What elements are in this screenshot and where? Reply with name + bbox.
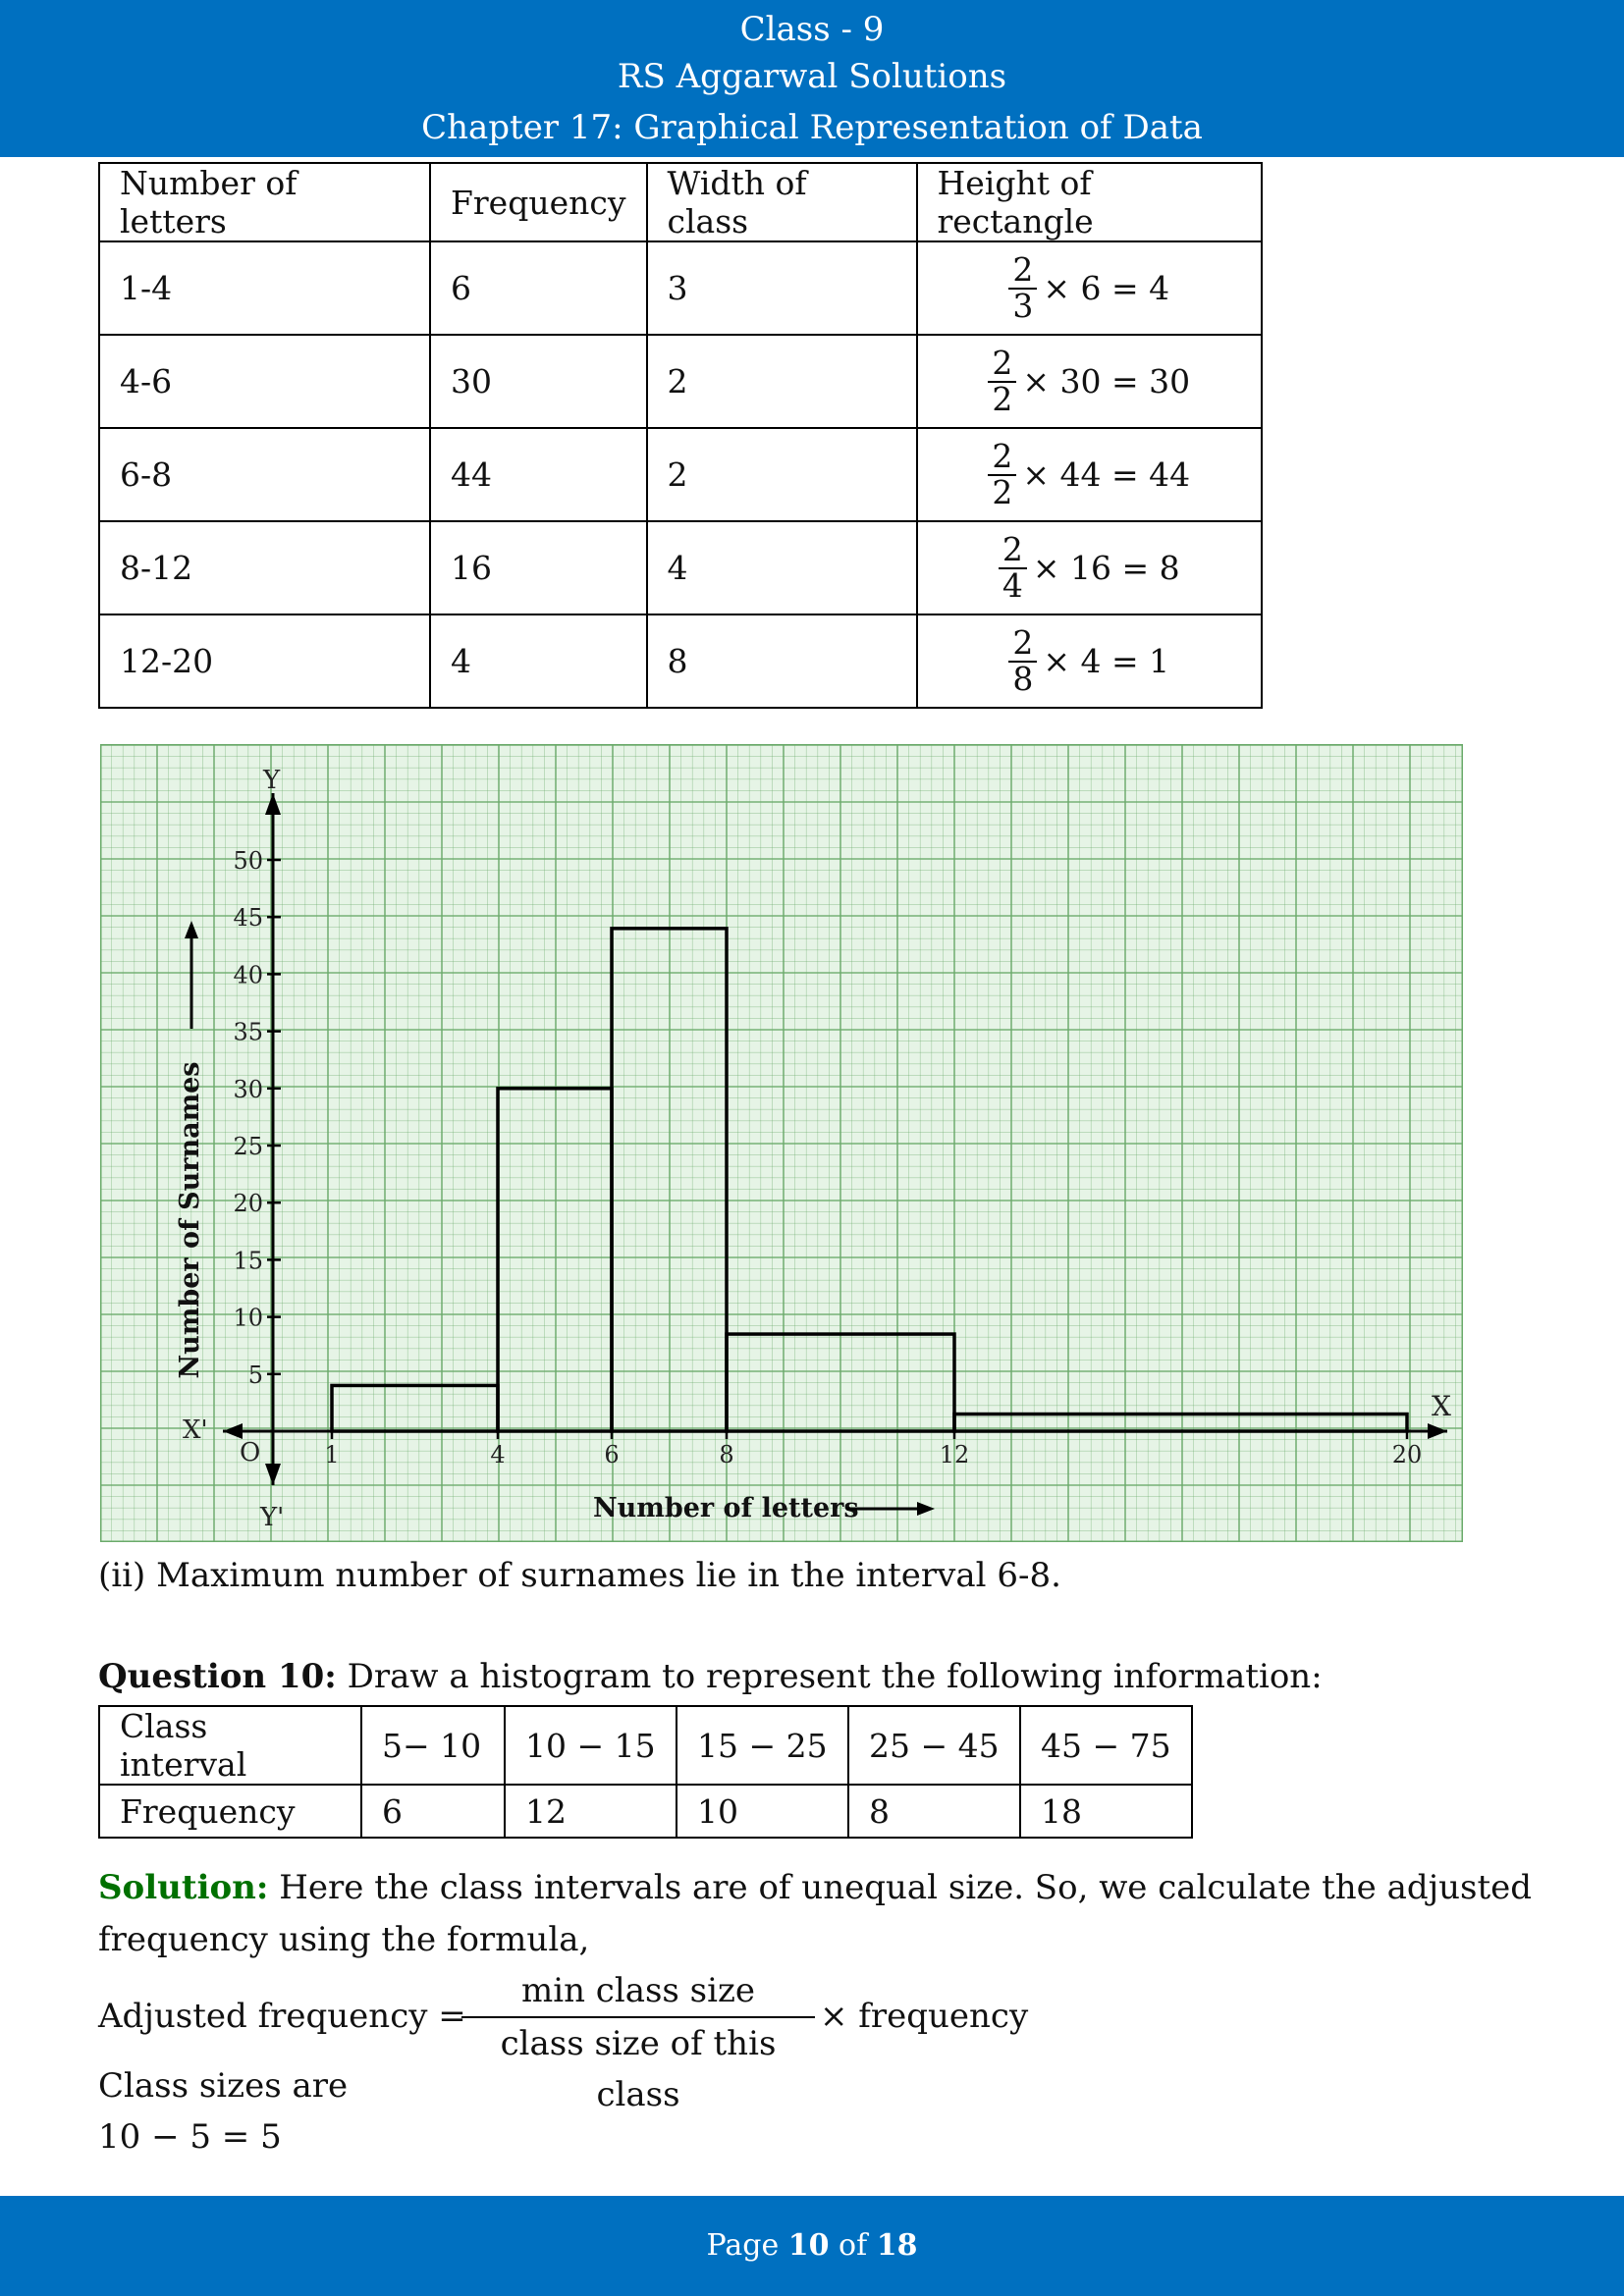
x-tick-label: 4 (490, 1441, 506, 1468)
cell-height: $\frac{2}{8}$ × 4 = 1 (917, 614, 1263, 708)
cell-frequency: 16 (430, 521, 647, 614)
cell-height: $\frac{2}{4}$ × 16 = 8 (917, 521, 1263, 614)
cell-letters: 12-20 (99, 614, 430, 708)
y-axis-title: Number of Surnames (175, 1061, 205, 1379)
formula-denominator: class size of this class (500, 2024, 777, 2114)
cell-width: 8 (647, 614, 917, 708)
col-header-letters: Number of letters (99, 163, 430, 241)
cell-frequency: 8 (848, 1785, 1020, 1838)
solution-line-1 (98, 1868, 1532, 1907)
table-row (99, 1785, 1192, 1838)
cell-width: 4 (647, 521, 917, 614)
y-tick-label: 5 (247, 1361, 263, 1389)
col-header-width: Width of class (647, 163, 917, 241)
fraction: $\frac{2}{3}$ (1008, 253, 1037, 323)
cell-width: 2 (647, 335, 917, 428)
y-tick-label: 20 (233, 1190, 263, 1218)
header-book: RS Aggarwal Solutions (617, 57, 1007, 96)
col-header-height: Height of rectangle (917, 163, 1263, 241)
cell-label: Class interval (99, 1706, 361, 1785)
y-tick-label: 40 (233, 961, 263, 989)
solution-text: Here the class intervals are of unequal size. So, we calculate the adjusted (268, 1868, 1533, 1907)
footer-prefix: Page (706, 2228, 788, 2263)
cell-frequency: 18 (1020, 1785, 1192, 1838)
class-interval-table (98, 1705, 1193, 1839)
origin-label: O (240, 1438, 261, 1468)
cell-frequency: 6 (361, 1785, 505, 1838)
answer-ii: (ii) Maximum number of surnames lie in the interval 6-8. (98, 1556, 1061, 1595)
y-tick-label: 50 (233, 847, 263, 875)
cell-height: $\frac{2}{2}$ × 44 = 44 (917, 428, 1263, 521)
solution-line-3: Class sizes are (98, 2066, 349, 2106)
x-neg-letter: X' (183, 1415, 208, 1445)
y-tick-label: 15 (233, 1247, 263, 1275)
cell-interval: 25 − 45 (848, 1706, 1020, 1785)
solution-line-4: 10 − 5 = 5 (98, 2117, 282, 2157)
solution-label: Solution: (98, 1868, 269, 1907)
cell-interval: 15 − 25 (677, 1706, 848, 1785)
graph-paper-grid (100, 744, 1463, 1542)
cell-frequency: 12 (505, 1785, 677, 1838)
cell-letters: 6-8 (99, 428, 430, 521)
fraction: $\frac{2}{4}$ (999, 533, 1027, 603)
cell-width: 2 (647, 428, 917, 521)
cell-frequency: 10 (677, 1785, 848, 1838)
x-tick-label: 1 (324, 1441, 340, 1468)
table-row (99, 428, 1262, 521)
cell-letters: 4-6 (99, 335, 430, 428)
cell-interval: 5− 10 (361, 1706, 505, 1785)
y-axis-letter: Y (263, 766, 281, 795)
x-tick-label: 6 (604, 1441, 620, 1468)
page-header (0, 0, 1624, 157)
y-tick-label: 30 (233, 1075, 263, 1103)
cell-letters: 1-4 (99, 241, 430, 335)
formula-numerator: min class size (461, 1965, 815, 2018)
y-tick-label: 25 (233, 1133, 263, 1160)
table-row (99, 521, 1262, 614)
fraction: $\frac{2}{8}$ (1008, 626, 1037, 696)
formula-label: Adjusted frequency = (98, 1997, 466, 2036)
table-header-row (99, 163, 1262, 241)
table-row (99, 241, 1262, 335)
cell-interval: 10 − 15 (505, 1706, 677, 1785)
cell-frequency: 6 (430, 241, 647, 335)
x-tick-label: 8 (719, 1441, 734, 1468)
cell-height: $\frac{2}{2}$ × 30 = 30 (917, 335, 1263, 428)
col-header-frequency: Frequency (430, 163, 647, 241)
cell-height: $\frac{2}{3}$ × 6 = 4 (917, 241, 1263, 335)
y-neg-letter: Y' (260, 1503, 285, 1532)
cell-frequency: 30 (430, 335, 647, 428)
question-10 (98, 1657, 1323, 1696)
table-row (99, 614, 1262, 708)
footer-of: of (829, 2228, 877, 2263)
y-tick-label: 10 (233, 1304, 263, 1332)
header-chapter: Chapter 17: Graphical Representation of Data (421, 108, 1203, 147)
table-row (99, 1706, 1192, 1785)
histogram-chart (100, 744, 1463, 1542)
solution-line-2: frequency using the formula, (98, 1920, 590, 1959)
formula-fraction (461, 1965, 815, 2114)
fraction: $\frac{2}{2}$ (988, 440, 1016, 509)
cell-interval: 45 − 75 (1020, 1706, 1192, 1785)
question-text: Draw a histogram to represent the following information: (336, 1657, 1323, 1696)
cell-width: 3 (647, 241, 917, 335)
footer-page-number: 10 (787, 2228, 830, 2263)
y-tick-label: 35 (233, 1018, 263, 1046)
footer-total-pages: 18 (876, 2228, 918, 2263)
cell-frequency: 4 (430, 614, 647, 708)
header-class: Class - 9 (739, 10, 885, 49)
x-axis-title: Number of letters (593, 1493, 859, 1523)
x-tick-label: 12 (939, 1441, 970, 1468)
cell-label: Frequency (99, 1785, 361, 1838)
cell-letters: 8-12 (99, 521, 430, 614)
formula-tail: × frequency (820, 1997, 1029, 2036)
y-tick-label: 45 (233, 904, 263, 933)
question-label: Question 10: (98, 1657, 337, 1696)
cell-frequency: 44 (430, 428, 647, 521)
page-footer (0, 2196, 1624, 2296)
fraction: $\frac{2}{2}$ (988, 347, 1016, 416)
x-axis-letter: X (1432, 1390, 1451, 1422)
frequency-table (98, 162, 1263, 709)
x-tick-label: 20 (1391, 1441, 1423, 1468)
table-row (99, 335, 1262, 428)
